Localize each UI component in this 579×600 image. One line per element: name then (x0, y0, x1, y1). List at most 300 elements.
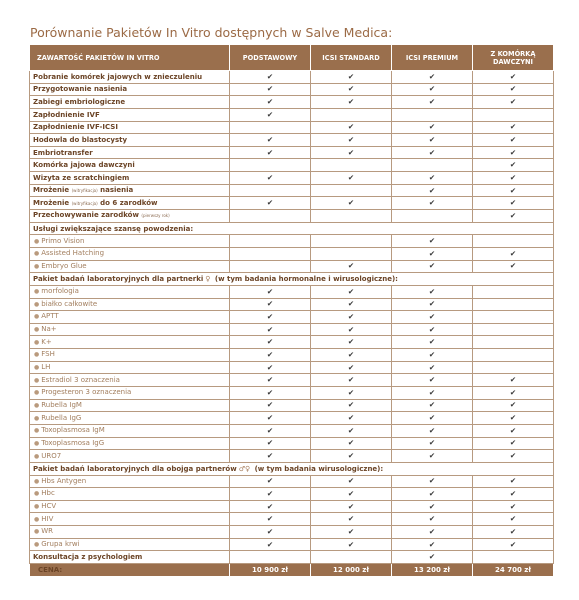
table-row (30, 538, 554, 551)
header-podstawowy: PODSTAWOWY (230, 45, 311, 71)
check-cell (311, 311, 392, 324)
check-icon: ✔ (347, 501, 355, 511)
row-label-text: Rubella IgG (41, 413, 82, 422)
row-label (30, 83, 230, 96)
bullet-icon: ● (34, 528, 40, 536)
check-cell (230, 551, 311, 564)
check-icon: ✔ (347, 539, 355, 549)
check-icon: ✔ (428, 526, 436, 536)
check-cell (473, 172, 554, 185)
check-cell (311, 475, 392, 488)
check-icon: ✔ (509, 387, 517, 397)
check-cell (473, 210, 554, 223)
check-cell (473, 538, 554, 551)
check-icon: ✔ (428, 362, 436, 372)
check-icon: ✔ (347, 488, 355, 498)
row-label-text: Primo Vision (41, 236, 85, 245)
check-cell (230, 146, 311, 159)
header-icsi-standard: ICSI STANDARD (311, 45, 392, 71)
check-cell (311, 488, 392, 501)
check-icon: ✔ (266, 147, 274, 157)
check-cell (473, 311, 554, 324)
check-cell (473, 323, 554, 336)
check-icon: ✔ (266, 109, 274, 119)
check-icon: ✔ (509, 97, 517, 107)
table-row (30, 260, 554, 273)
check-cell (230, 71, 311, 84)
check-icon: ✔ (347, 311, 355, 321)
check-cell (392, 121, 473, 134)
row-label (30, 260, 230, 273)
check-cell (392, 500, 473, 513)
table-row (30, 412, 554, 425)
check-icon: ✔ (266, 501, 274, 511)
check-cell (392, 235, 473, 248)
check-cell (311, 146, 392, 159)
row-label (30, 374, 230, 387)
check-cell (392, 184, 473, 197)
check-cell (311, 412, 392, 425)
check-cell (230, 197, 311, 210)
check-cell (473, 387, 554, 400)
check-cell (311, 361, 392, 374)
row-label (30, 336, 230, 349)
check-cell (230, 437, 311, 450)
row-label (30, 437, 230, 450)
check-icon: ✔ (428, 514, 436, 524)
check-icon: ✔ (509, 413, 517, 423)
check-cell (311, 298, 392, 311)
check-cell (473, 184, 554, 197)
check-cell (230, 134, 311, 147)
bullet-icon: ● (34, 250, 40, 258)
check-icon: ✔ (509, 526, 517, 536)
check-cell (311, 374, 392, 387)
table-row (30, 83, 554, 96)
row-label-text: Na+ (41, 325, 57, 334)
row-label (30, 298, 230, 311)
check-cell (473, 361, 554, 374)
check-cell (230, 450, 311, 463)
table-row (30, 247, 554, 260)
table-row (30, 551, 554, 564)
check-icon: ✔ (509, 451, 517, 461)
table-row (30, 71, 554, 84)
table-row (30, 172, 554, 185)
check-icon: ✔ (509, 185, 517, 195)
check-icon: ✔ (266, 425, 274, 435)
bullet-icon: ● (34, 389, 40, 397)
table-row (30, 387, 554, 400)
check-cell (230, 424, 311, 437)
check-icon: ✔ (428, 387, 436, 397)
check-icon: ✔ (509, 400, 517, 410)
row-label-text: Toxoplasmosa IgG (41, 438, 105, 447)
check-cell (473, 260, 554, 273)
check-icon: ✔ (428, 261, 436, 271)
check-icon: ✔ (509, 425, 517, 435)
check-cell (392, 311, 473, 324)
check-icon: ✔ (509, 488, 517, 498)
table-row (30, 146, 554, 159)
check-cell (473, 247, 554, 260)
check-cell (392, 412, 473, 425)
table-row (30, 475, 554, 488)
row-label-text: Przechowywanie zarodków (33, 211, 139, 220)
check-icon: ✔ (347, 122, 355, 132)
check-icon: ✔ (509, 160, 517, 170)
row-label (30, 538, 230, 551)
check-icon: ✔ (509, 438, 517, 448)
bullet-icon: ● (34, 338, 40, 346)
check-cell (473, 349, 554, 362)
row-label-text: Komórka jajowa dawczyni (33, 161, 135, 170)
check-icon: ✔ (428, 501, 436, 511)
check-cell (392, 488, 473, 501)
check-icon: ✔ (266, 375, 274, 385)
table-row (30, 399, 554, 412)
check-cell (473, 71, 554, 84)
bullet-icon: ● (34, 364, 40, 372)
row-label-text: URO7 (41, 451, 62, 460)
check-icon: ✔ (428, 185, 436, 195)
check-icon: ✔ (509, 172, 517, 182)
table-row (30, 374, 554, 387)
check-cell (311, 210, 392, 223)
check-cell (473, 197, 554, 210)
check-icon: ✔ (266, 400, 274, 410)
check-cell (311, 184, 392, 197)
table-row (30, 108, 554, 121)
row-label-text: Zabiegi embriologiczne (33, 98, 126, 107)
check-icon: ✔ (509, 514, 517, 524)
bullet-icon: ● (34, 237, 40, 245)
check-cell (230, 235, 311, 248)
check-icon: ✔ (509, 122, 517, 132)
check-cell (311, 172, 392, 185)
check-cell (392, 538, 473, 551)
check-cell (230, 475, 311, 488)
check-icon: ✔ (266, 71, 274, 81)
check-icon: ✔ (266, 84, 274, 94)
row-label-text: Mrożenie (33, 198, 70, 207)
check-icon: ✔ (509, 248, 517, 258)
row-label-text: Hbs Antygen (41, 476, 87, 485)
check-icon: ✔ (347, 476, 355, 486)
row-label (30, 71, 230, 84)
check-icon: ✔ (266, 135, 274, 145)
check-icon: ✔ (509, 261, 517, 271)
check-cell (473, 146, 554, 159)
row-label-text: Assisted Hatching (41, 249, 105, 258)
check-cell (311, 247, 392, 260)
check-icon: ✔ (428, 451, 436, 461)
check-cell (473, 551, 554, 564)
check-icon: ✔ (266, 349, 274, 359)
check-cell (392, 96, 473, 109)
check-icon: ✔ (428, 539, 436, 549)
check-cell (473, 488, 554, 501)
check-icon: ✔ (347, 387, 355, 397)
check-cell (473, 235, 554, 248)
check-cell (473, 500, 554, 513)
check-cell (230, 184, 311, 197)
check-cell (473, 526, 554, 539)
row-label-note: (pierwszy rok) (141, 213, 170, 219)
check-cell (392, 146, 473, 159)
row-label-text: HCV (41, 502, 57, 511)
check-cell (473, 412, 554, 425)
bullet-icon: ● (34, 376, 40, 384)
row-label-text: Pobranie komórek jajowych w znieczuleniu (33, 72, 203, 81)
check-cell (392, 83, 473, 96)
check-cell (473, 424, 554, 437)
check-cell (311, 450, 392, 463)
bullet-icon: ● (34, 439, 40, 447)
table-row (30, 323, 554, 336)
row-label (30, 323, 230, 336)
check-cell (311, 424, 392, 437)
check-cell (473, 450, 554, 463)
check-icon: ✔ (266, 198, 274, 208)
check-icon: ✔ (428, 311, 436, 321)
check-cell (392, 437, 473, 450)
check-cell (392, 298, 473, 311)
section-row (30, 222, 554, 235)
check-cell (311, 323, 392, 336)
check-cell (392, 108, 473, 121)
price-value: 12 000 zł (311, 563, 392, 576)
row-label (30, 247, 230, 260)
row-label (30, 121, 230, 134)
row-label-text: Grupa krwi (41, 540, 80, 549)
check-icon: ✔ (428, 198, 436, 208)
check-cell (311, 83, 392, 96)
row-label-text: Pakiet badań laboratoryjnych dla partnerki (33, 275, 204, 284)
row-label-text: Hbc (41, 489, 55, 498)
row-label-text: K+ (41, 337, 52, 346)
check-icon: ✔ (428, 349, 436, 359)
table-row (30, 159, 554, 172)
check-cell (392, 399, 473, 412)
page-title: Porównanie Pakietów In Vitro dostępnych w Salve Medica: (30, 25, 393, 40)
check-cell (392, 513, 473, 526)
check-cell (311, 197, 392, 210)
check-cell (392, 159, 473, 172)
bullet-icon: ● (34, 414, 40, 422)
gender-icon: ♂♀ (238, 464, 251, 473)
row-label (30, 235, 230, 248)
section-row (30, 273, 554, 286)
bullet-icon: ● (34, 477, 40, 485)
check-icon: ✔ (428, 552, 436, 562)
row-label-text: FSH (41, 350, 55, 359)
bullet-icon: ● (34, 503, 40, 511)
check-icon: ✔ (266, 337, 274, 347)
check-icon: ✔ (347, 526, 355, 536)
check-icon: ✔ (428, 147, 436, 157)
row-label-text: białko całkowite (41, 299, 98, 308)
check-icon: ✔ (347, 375, 355, 385)
check-cell (311, 551, 392, 564)
check-icon: ✔ (347, 425, 355, 435)
table-row (30, 424, 554, 437)
check-cell (230, 336, 311, 349)
check-cell (392, 551, 473, 564)
row-label-text: LH (41, 363, 51, 372)
check-cell (473, 437, 554, 450)
check-icon: ✔ (347, 135, 355, 145)
row-label-text: Pakiet badań laboratoryjnych dla obojga partnerów (33, 464, 237, 473)
check-cell (473, 121, 554, 134)
check-cell (230, 412, 311, 425)
check-cell (392, 526, 473, 539)
check-cell (311, 349, 392, 362)
check-cell (473, 374, 554, 387)
table-row (30, 121, 554, 134)
check-cell (230, 387, 311, 400)
table-row (30, 488, 554, 501)
check-icon: ✔ (347, 362, 355, 372)
check-cell (230, 349, 311, 362)
row-label-text: Przygotowanie nasienia (33, 85, 128, 94)
check-icon: ✔ (266, 413, 274, 423)
row-label-text: Hodowla do blastocysty (33, 136, 128, 145)
check-cell (392, 247, 473, 260)
row-label-text: Embryo Glue (41, 261, 87, 270)
check-icon: ✔ (347, 324, 355, 334)
row-label (30, 172, 230, 185)
check-cell (392, 197, 473, 210)
bullet-icon: ● (34, 401, 40, 409)
row-label (30, 285, 230, 298)
row-label (30, 424, 230, 437)
check-icon: ✔ (509, 135, 517, 145)
row-label-text: Konsultacja z psychologiem (33, 553, 143, 562)
check-cell (473, 83, 554, 96)
check-icon: ✔ (428, 400, 436, 410)
check-cell (311, 96, 392, 109)
check-icon: ✔ (509, 501, 517, 511)
row-label (30, 96, 230, 109)
check-icon: ✔ (428, 172, 436, 182)
row-label (30, 159, 230, 172)
row-label (30, 184, 230, 197)
check-icon: ✔ (428, 337, 436, 347)
check-cell (392, 71, 473, 84)
check-cell (473, 108, 554, 121)
bullet-icon: ● (34, 288, 40, 296)
check-icon: ✔ (509, 71, 517, 81)
check-icon: ✔ (266, 362, 274, 372)
check-cell (473, 96, 554, 109)
bullet-icon: ● (34, 541, 40, 549)
check-cell (230, 285, 311, 298)
check-cell (230, 83, 311, 96)
table-row (30, 197, 554, 210)
check-icon: ✔ (428, 236, 436, 246)
table-row (30, 336, 554, 349)
check-icon: ✔ (509, 84, 517, 94)
check-icon: ✔ (428, 84, 436, 94)
check-icon: ✔ (428, 286, 436, 296)
header-content: ZAWARTOŚĆ PAKIETÓW IN VITRO (30, 45, 230, 71)
row-label (30, 146, 230, 159)
check-icon: ✔ (428, 375, 436, 385)
check-icon: ✔ (428, 413, 436, 423)
table-row (30, 450, 554, 463)
check-cell (230, 172, 311, 185)
check-cell (392, 210, 473, 223)
check-cell (230, 298, 311, 311)
row-label (30, 399, 230, 412)
check-cell (230, 247, 311, 260)
row-label-note: (witryfikacja) (71, 188, 98, 194)
check-icon: ✔ (428, 299, 436, 309)
check-cell (392, 285, 473, 298)
table-header-row (30, 45, 554, 71)
check-cell (230, 538, 311, 551)
row-label (30, 349, 230, 362)
table-row (30, 96, 554, 109)
check-icon: ✔ (509, 476, 517, 486)
check-icon: ✔ (266, 514, 274, 524)
table-row (30, 311, 554, 324)
check-icon: ✔ (266, 539, 274, 549)
price-label: CENA: (30, 563, 230, 576)
row-label-text: Estradiol 3 oznaczenia (41, 375, 120, 384)
check-icon: ✔ (347, 400, 355, 410)
check-cell (392, 475, 473, 488)
check-icon: ✔ (347, 514, 355, 524)
check-icon: ✔ (266, 97, 274, 107)
row-label (30, 222, 554, 235)
check-icon: ✔ (428, 122, 436, 132)
check-icon: ✔ (266, 324, 274, 334)
table-row (30, 349, 554, 362)
check-icon: ✔ (266, 451, 274, 461)
check-icon: ✔ (428, 324, 436, 334)
check-cell (230, 108, 311, 121)
check-cell (311, 538, 392, 551)
check-cell (230, 500, 311, 513)
row-label (30, 273, 554, 286)
check-cell (392, 374, 473, 387)
check-icon: ✔ (347, 84, 355, 94)
check-icon: ✔ (347, 71, 355, 81)
row-label-text: Wizyta ze scratchingiem (33, 173, 130, 182)
bullet-icon: ● (34, 427, 40, 435)
header-z-komorka-dawczyni: Z KOMÓRKĄ DAWCZYNI (473, 45, 554, 71)
table-row (30, 513, 554, 526)
check-icon: ✔ (347, 286, 355, 296)
check-icon: ✔ (509, 198, 517, 208)
check-cell (392, 450, 473, 463)
check-cell (311, 399, 392, 412)
check-cell (392, 134, 473, 147)
check-cell (311, 108, 392, 121)
table-row (30, 361, 554, 374)
check-cell (311, 387, 392, 400)
bullet-icon: ● (34, 313, 40, 321)
row-label (30, 387, 230, 400)
check-cell (473, 159, 554, 172)
price-value: 10 900 zł (230, 563, 311, 576)
check-icon: ✔ (509, 147, 517, 157)
check-cell (230, 361, 311, 374)
row-label (30, 108, 230, 121)
row-label-suffix: (w tym badania wirusologiczne): (254, 464, 384, 473)
